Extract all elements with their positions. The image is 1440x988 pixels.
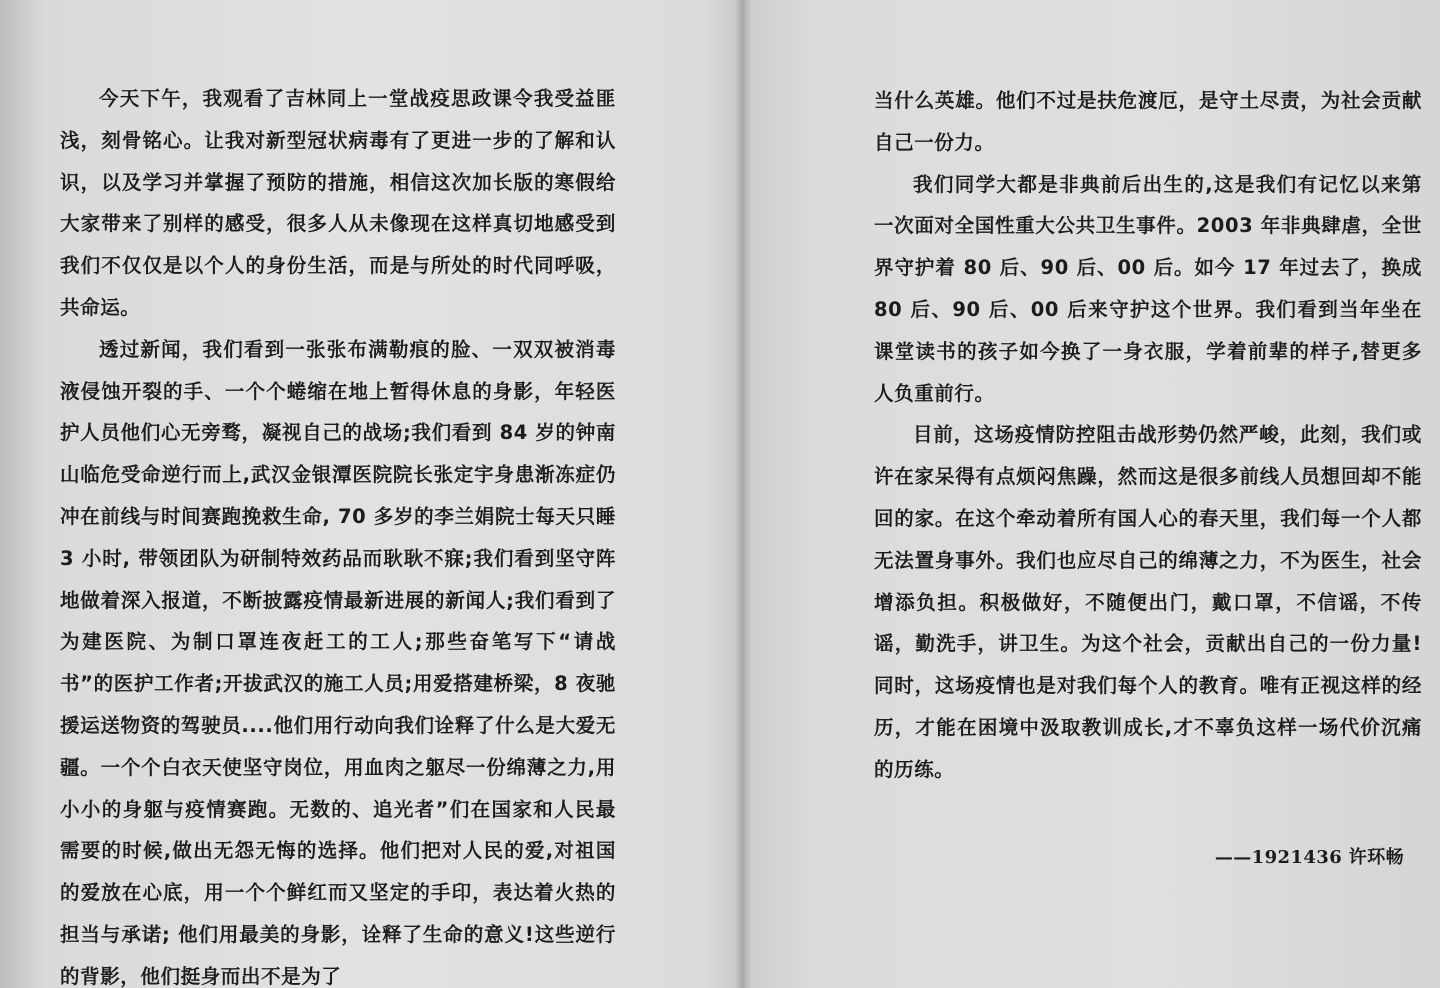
left-paragraph-2: 透过新闻，我们看到一张张布满勒痕的脸、一双双被消毒液侵蚀开裂的手、一个个蜷缩在地上暂得休息的身影，年轻医护人员他们心无旁骛，凝视自己的战场;我们看到 84 岁的钟南山临危受命逆行而上,武汉金银潭医院院长张定宇身患渐冻症仍冲在前线与时间赛跑挽救生命, 70 多岁的李兰娟院士每天只睡 3 小时, 带领团队为研制特效药品而耿耿不寐;我们看到坚守阵地做着深入报道，不断披露疫情最新进展的新闻人;我们看到了为建医院、为制口罩连夜赶工的工人;那些奋笔写下“请战书”的医护工作者;开拔武汉的施工人员;用爱搭建桥梁，8 夜驰援运送物资的驾驶员....他们用行动向我们诠释了什么是大爱无疆。一个个白衣天使坚守岗位，用血肉之躯尽一份绵薄之力,用小小的身躯与疫情赛跑。无数的、追光者”们在国家和人民最需要的时候,做出无怨无悔的选择。他们把对人民的爱,对祖国的爱放在心底，用一个个鲜红而又坚定的手印，表达着火热的担当与承诺; 他们用最美的身影，诠释了生命的意义!这些逆行的背影，他们挺身而出不是为了 <box>60 337 616 988</box>
right-paragraph-2: 目前，这场疫情防控阻击战形势仍然严峻，此刻，我们或许在家呆得有点烦闷焦躁，然而这是很多前线人员想回却不能回的家。在这个牵动着所有国人心的春天里，我们每一个人都无法置身事外。我们也应尽自己的绵薄之力，不为医生，社会增添负担。积极做好，不随便出门，戴口罩，不信谣，不传谣，勤洗手，讲卫生。为这个社会，贡献出自己的一份力量!同时，这场疫情也是对我们每个人的教育。唯有正视这样的经历，才能在困境中汲取教训成长,才不辜负这样一场代价沉痛的历练。 <box>874 423 1422 781</box>
page-gutter <box>736 0 752 988</box>
left-page-text <box>60 78 616 988</box>
author-signature: ——1921436 许环畅 <box>1214 846 1404 868</box>
right-page-text <box>874 80 1422 878</box>
right-paragraph-1: 我们同学大都是非典前后出生的,这是我们有记忆以来第一次面对全国性重大公共卫生事件。2003 年非典肆虐，全世界守护着 80 后、90 后、00 后。如今 17 年过去了，换成 80 后、90 后、00 后来守护这个世界。我们看到当年坐在课堂读书的孩子如今换了一身衣服，学着前辈的样子,替更多人负重前行。 <box>874 172 1422 405</box>
right-continuation-paragraph: 当什么英雄。他们不过是扶危渡厄，是守土尽责，为社会贡献自己一份力。 <box>874 89 1422 154</box>
right-page <box>752 0 1440 988</box>
left-paragraph-1: 今天下午，我观看了吉林同上一堂战疫思政课令我受益匪浅，刻骨铭心。让我对新型冠状病毒有了更进一步的了解和认识，以及学习并掌握了预防的措施，相信这次加长版的寒假给大家带来了别样的感受，很多人从未像现在这样真切地感受到我们不仅仅是以个人的身份生活，而是与所处的时代同呼吸，共命运。 <box>60 87 616 319</box>
